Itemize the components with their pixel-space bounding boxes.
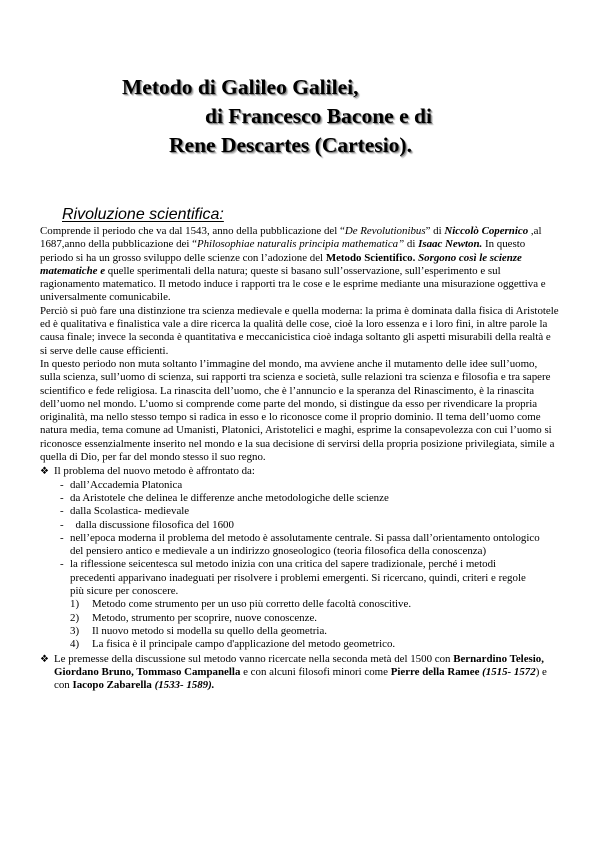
title-line-2: di Francesco Bacone e di xyxy=(205,104,432,128)
text-run: di xyxy=(404,238,419,251)
item-text: Metodo, strumento per scoprire, nuove conoscenze. xyxy=(92,611,318,624)
dash-item-text: dalla Scolastica- medievale xyxy=(70,505,190,518)
name-newton: Isaac Newton. xyxy=(418,238,483,251)
text-run: quelle sperimentali della natura; queste si basano sull’osservazione, sull’esperimento e sul ragionamento matematico. Il metodo induce i rapporti tra le cose e le esprime mediante una misurazione oggettiva e universalmente comunicabile. xyxy=(40,264,546,304)
dash-list-item xyxy=(40,492,560,505)
dash-list-item xyxy=(40,532,560,559)
name-pierre-della-ramee: Pierre della Ramee xyxy=(390,665,480,678)
item-text: Il nuovo metodo si modella su quello della geometria. xyxy=(92,624,328,637)
dash-marker: - xyxy=(60,478,64,491)
text-run: ,al 1687,anno della pubblicazione dei “ xyxy=(40,225,542,251)
paragraph-intro xyxy=(40,225,560,305)
names-telesio-bruno-campanella: Bernardino Telesio, Giordano Bruno, Tommaso Campanella xyxy=(54,652,544,678)
bullet-text xyxy=(54,653,560,693)
text-run: ) e con xyxy=(54,665,547,692)
book-title-de-revolutionibus: De Revolutionibus xyxy=(344,225,426,237)
numbered-list xyxy=(40,598,560,651)
dash-list xyxy=(40,479,560,599)
bullet-text: Il problema del nuovo metodo è affrontato da: xyxy=(54,465,255,478)
diamond-bullet-icon: ❖ xyxy=(40,653,49,665)
text-run: In questo periodo si ha un grosso sviluppo delle scienze con l’adozione del xyxy=(40,238,526,264)
dash-list-item xyxy=(40,519,560,532)
dates-zabarella: (1533- 1589). xyxy=(154,679,215,692)
diamond-bullet-icon: ❖ xyxy=(40,466,49,478)
dash-marker: - xyxy=(60,518,64,531)
book-title-principia: Philosophiae naturalis principia mathematica” xyxy=(196,238,405,251)
name-iacopo-zabarella: Iacopo Zabarella xyxy=(72,679,152,692)
dates-ramee: (1515- 1572 xyxy=(482,665,536,678)
dash-item-text: dall’Accademia Platonica xyxy=(70,478,183,491)
text-run: ” di xyxy=(425,225,445,237)
bullet-item-premesse xyxy=(40,653,560,693)
dash-marker: - xyxy=(60,558,64,571)
paragraph-distinzione: Perciò si può fare una distinzione tra scienza medievale e quella moderna: la prima è dominata dalla fisica di Aristotele ed è qualitativa e finalistica vale a dire ricerca la qualità delle cose, cioè la loro essenza e i loro fini, in altre parole la causa finale; invece la seconda è quantitativa e meccanicistica cioè indaga soltanto gli aspetti misurabili della realtà e si serve delle cause efficienti. xyxy=(40,304,559,357)
body-text xyxy=(40,225,560,692)
term-metodo-scientifico: Metodo Scientifico. xyxy=(325,251,416,264)
dash-marker: - xyxy=(60,491,64,504)
dash-list-item xyxy=(40,505,560,518)
numbered-list-item xyxy=(40,612,560,625)
text-run: Le premesse della discussione sul metodo vanno ricercate nella seconda metà del 1500 con xyxy=(54,652,454,665)
paragraph-mutamento: In questo periodo non muta soltanto l’immagine del mondo, ma avviene anche il mutamento delle idee sull’uomo, sulla scienza, sull’uomo di scienza, sui rapporti tra scienza e società, sulle relazioni tra scienza e filosofia e tra sapere scientifico e fede religiosa. La rinascita dell’uomo, che è l’annuncio e la speranza del Rinascimento, è la rinascita dell’uomo nel mondo. L’uomo si comprende come parte del mondo, si distingue da esso per rivendicare la propria originalità, ma nello stesso tempo si radica in esso e lo riconosce come il proprio dominio. Il tema dell’uomo come natura media, tema comune ad Umanisti, Platonici, Aristotelici e maghi, esprime la consapevolezza con cui l’uomo si riconosce essenzialmente inserito nel mondo e la sua decisione di servirsi della propria posizione privilegiata, simile a quella di Dio, per far del mondo stesso il suo regno. xyxy=(40,357,555,464)
dash-marker: - xyxy=(60,531,64,544)
dash-item-text: la riflessione seicentesca sul metodo inizia con una critica del sapere tradizionale, perché i metodi precedenti apparivano inadeguati per risolvere i problemi emergenti. Si ricercano, quindi, criteri e regole più sicure per conoscere. xyxy=(70,558,526,598)
item-number: 4) xyxy=(70,638,80,651)
numbered-list-item xyxy=(40,625,560,638)
item-text: Metodo come strumento per un uso più corretto delle facoltà conoscitive. xyxy=(92,598,412,611)
item-number: 2) xyxy=(70,611,80,624)
dash-item-text: da Aristotele che delinea le differenze anche metodologiche delle scienze xyxy=(70,491,389,504)
title-line-1: Metodo di Galileo Galilei, xyxy=(122,75,359,99)
name-copernico: Niccolò Copernico xyxy=(444,225,529,237)
item-number: 3) xyxy=(70,624,80,637)
item-number: 1) xyxy=(70,598,80,611)
dash-item-text: nell’epoca moderna il problema del metodo è assolutamente centrale. Si passa dall’orientamento ontologico del pensiero antico e medievale a un indirizzo gnoseologico (teoria filosofica della conoscenza) xyxy=(70,531,540,558)
text-run: Comprende il periodo che va dal 1543, anno della pubblicazione del “ xyxy=(40,225,345,237)
numbered-list-item xyxy=(40,598,560,611)
item-text: La fisica è il principale campo d'applicazione del metodo geometrico. xyxy=(92,638,396,651)
dash-marker: - xyxy=(60,505,64,518)
dash-item-text: dalla discussione filosofica del 1600 xyxy=(70,518,234,531)
text-run: e con alcuni filosofi minori come xyxy=(240,665,391,678)
emphasis-scienze-matematiche: Sorgono così le scienze matematiche e xyxy=(40,251,522,277)
dash-list-item xyxy=(40,479,560,492)
bullet-item-problema xyxy=(40,465,560,478)
numbered-list-item xyxy=(40,638,560,651)
section-heading: Rivoluzione scientifica: xyxy=(62,206,224,223)
dash-list-item xyxy=(40,558,560,598)
title-line-3: Rene Descartes (Cartesio). xyxy=(169,133,412,157)
